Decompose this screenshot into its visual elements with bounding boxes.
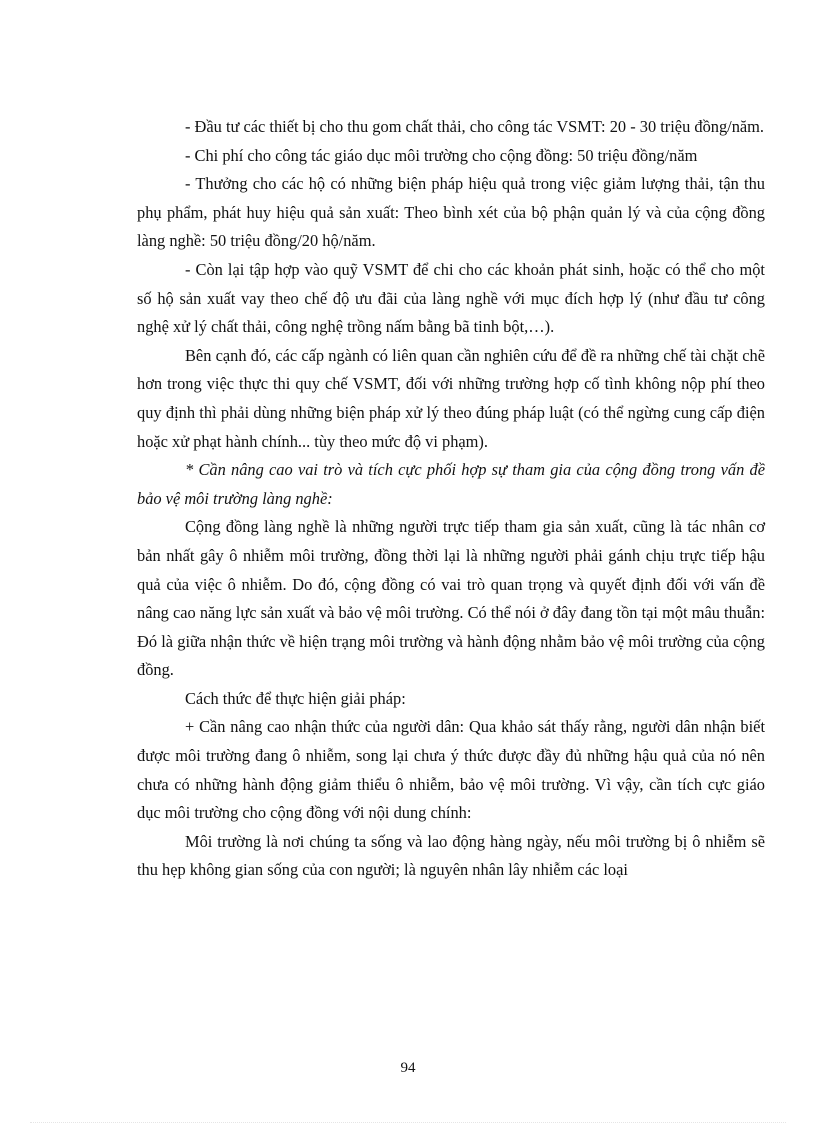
page-number: 94 <box>400 1060 416 1076</box>
paragraph-implementation-method: Cách thức để thực hiện giải pháp: <box>185 688 406 708</box>
section-heading-community-role: * Cần nâng cao vai trò và tích cực phối hợp sự tham gia của cộng đồng trong vấn đề bảo vệ môi trường làng nghề: <box>137 460 765 508</box>
paragraph-equipment-investment: - Đầu tư các thiết bị cho thu gom chất thải, cho công tác VSMT: 20 - 30 triệu đồng/năm. <box>185 117 765 136</box>
paragraph-environment: Môi trường là nơi chúng ta sống và lao động hàng ngày, nếu môi trường bị ô nhiễm sẽ thu hẹp không gian sống của con người; là nguyên nhân lây nhiễm các loại <box>137 831 765 880</box>
paragraph-household-reward: - Thưởng cho các hộ có những biện pháp hiệu quả trong việc giảm lượng thải, tận thu phụ phẩm, phát huy hiệu quả sản xuất: Theo bình xét của bộ phận quản lý và của cộng đồng làng nghề: 50 triệu đồng/20 hộ/năm. <box>137 174 765 251</box>
page-content <box>137 113 765 885</box>
paragraph-education-cost: - Chi phí cho công tác giáo dục môi trường cho cộng đồng: 50 triệu đồng/năm <box>185 145 698 165</box>
paragraph-awareness: + Cần nâng cao nhận thức của người dân: Qua khảo sát thấy rằng, người dân nhận biết được môi trường đang ô nhiễm, song lại chưa ý thức được đầy đủ những hậu quả của nó nên chưa có những hành động giảm thiểu ô nhiễm, bảo vệ môi trường. Vì vậy, cần tích cực giáo dục môi trường cho cộng đồng với nội dung chính: <box>137 717 765 823</box>
paragraph-remaining-fund: - Còn lại tập hợp vào quỹ VSMT để chi cho các khoản phát sinh, hoặc có thể cho một số hộ sản xuất vay theo chế độ ưu đãi của làng nghề với mục đích hợp lý (như đầu tư công nghệ xử lý chất thải, công nghệ trồng nấm bằng bã tinh bột,…). <box>137 259 765 337</box>
paragraph-regulations: Bên cạnh đó, các cấp ngành có liên quan cần nghiên cứu để đề ra những chế tài chặt chẽ hơn trong việc thực thi quy chế VSMT, đối với những trường hợp cố tình không nộp phí theo quy định thì phải dùng những biện pháp xử lý theo đúng pháp luật (có thể ngừng cung cấp điện hoặc xử phạt hành chính... tùy theo mức độ vi phạm). <box>137 345 765 451</box>
paragraph-community: Cộng đồng làng nghề là những người trực tiếp tham gia sản xuất, cũng là tác nhân cơ bản nhất gây ô nhiễm môi trường, đồng thời lại là những người phải gánh chịu trực tiếp hậu quả của việc ô nhiễm. Do đó, cộng đồng có vai trò quan trọng và quyết định đối với vấn đề nâng cao năng lực sản xuất và bảo vệ môi trường. Có thể nói ở đây đang tồn tại một mâu thuẫn: Đó là giữa nhận thức về hiện trạng môi trường và hành động nhằm bảo vệ môi trường của cộng đồng. <box>137 517 765 680</box>
